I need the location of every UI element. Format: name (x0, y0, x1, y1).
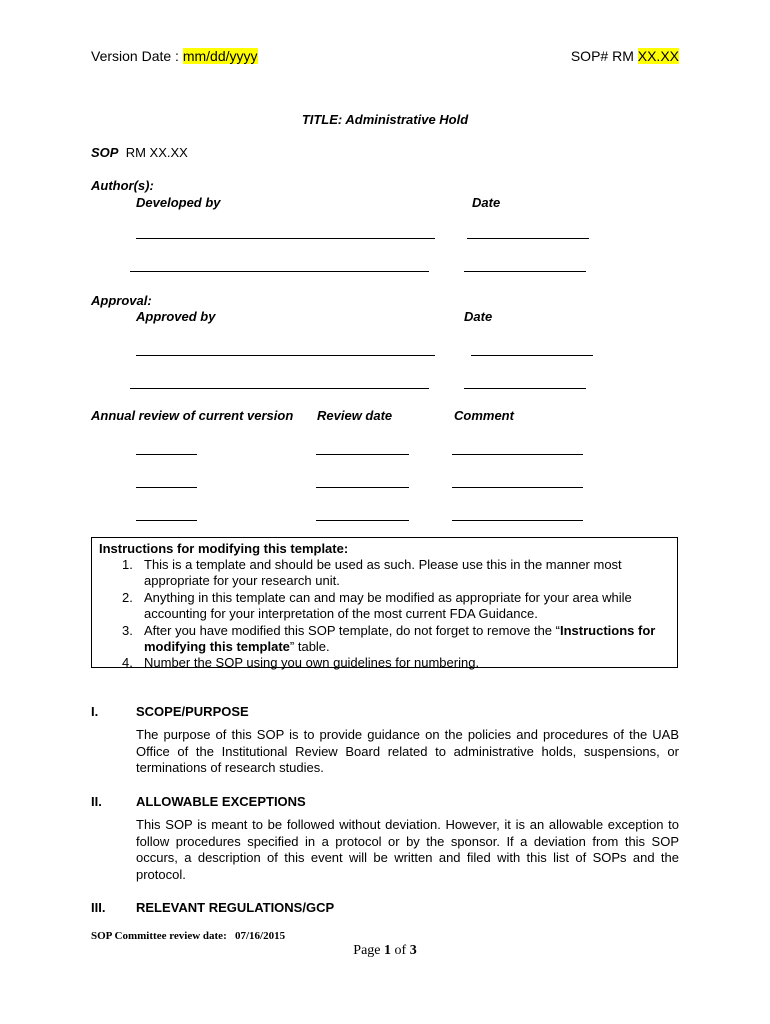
page-title: TITLE: Administrative Hold (301, 112, 469, 127)
section-heading-exceptions: ALLOWABLE EXCEPTIONS (136, 794, 306, 809)
review-date-line-1[interactable] (316, 454, 409, 455)
approval-heading: Approval: (91, 293, 152, 308)
sop-line (91, 145, 188, 160)
approver-signature-line-2[interactable] (130, 388, 429, 389)
sop-number-value: XX.XX (637, 48, 679, 64)
approver-date-line-1[interactable] (471, 355, 593, 356)
instruction-number: 4. (122, 655, 133, 671)
developed-by-label: Developed by (136, 195, 221, 210)
committee-review-label: SOP Committee review date: (91, 930, 227, 942)
approved-by-label: Approved by (136, 309, 216, 324)
instruction-number: 2. (122, 589, 133, 605)
sop-number (571, 48, 679, 64)
author-date-line-2[interactable] (464, 271, 586, 272)
review-date-heading: Review date (317, 408, 393, 423)
authors-heading: Author(s): (91, 178, 154, 193)
approval-date-label: Date (464, 309, 493, 324)
annual-review-heading: Annual review of current version (91, 408, 294, 423)
review-date-line-3[interactable] (316, 520, 409, 521)
instruction-number: 3. (122, 622, 133, 638)
sop-line-value: RM XX.XX (125, 145, 188, 160)
author-date-line-1[interactable] (467, 238, 589, 239)
author-signature-line-2[interactable] (130, 271, 429, 272)
authors-date-label: Date (472, 195, 501, 210)
author-signature-line-1[interactable] (136, 238, 435, 239)
page-total: 3 (409, 943, 417, 958)
section-body-scope: The purpose of this SOP is to provide guidance on the policies and procedures of the UAB Office of the Institutional Review Board related to administrative holds, suspensions, or terminations of research studies. (136, 727, 679, 775)
approver-signature-line-1[interactable] (136, 355, 435, 356)
instruction-text-pre: After you have modified this SOP template, do not forget to remove the “ (144, 622, 560, 638)
page-number (0, 943, 770, 959)
version-date-value: mm/dd/yyyy (182, 48, 258, 64)
sop-number-label: SOP# RM (570, 48, 638, 64)
review-comment-line-1[interactable] (452, 454, 583, 455)
instruction-text-bold: Instructions for modifying this template (144, 622, 656, 655)
review-initial-line-1[interactable] (136, 454, 197, 455)
instruction-item (118, 590, 666, 623)
section-number-3: III. (91, 900, 106, 915)
instructions-list (118, 557, 666, 672)
review-date-line-2[interactable] (316, 487, 409, 488)
instruction-text: Anything in this template can and may be modified as appropriate for your area while accounting for your interpretation of the most current FDA Guidance. (144, 589, 632, 622)
review-initial-line-3[interactable] (136, 520, 197, 521)
review-comment-line-2[interactable] (452, 487, 583, 488)
comment-heading: Comment (454, 408, 514, 423)
section-body-exceptions: This SOP is meant to be followed without deviation. However, it is an allowable exception to follow procedures specified in a protocol or by the sponsor. If a deviation from this SOP occurs, a description of this event will be written and filed with this list of SOPs and the protocol. (136, 817, 679, 882)
instructions-box (91, 537, 678, 671)
committee-review (91, 930, 285, 942)
instruction-text: This is a template and should be used as such. Please use this in the manner most appropriate for your research unit. (144, 557, 622, 589)
instruction-text: Number the SOP using you own guidelines for numbering. (144, 655, 480, 671)
page-current: 1 (384, 943, 392, 958)
instructions-title: Instructions for modifying this template: (99, 541, 349, 556)
section-heading-scope: SCOPE/PURPOSE (136, 704, 249, 719)
sop-line-label: SOP (91, 145, 119, 160)
section-number-2: II. (91, 794, 102, 809)
page-of-word: of (394, 943, 407, 958)
page-word: Page (353, 943, 381, 958)
instruction-text-post: ” table. (289, 639, 330, 655)
instruction-number: 1. (122, 557, 133, 572)
review-initial-line-2[interactable] (136, 487, 197, 488)
review-comment-line-3[interactable] (452, 520, 583, 521)
approver-date-line-2[interactable] (464, 388, 586, 389)
version-date-label: Version Date : (91, 48, 183, 64)
instruction-item (118, 655, 666, 671)
section-heading-regulations: RELEVANT REGULATIONS/GCP (136, 900, 335, 915)
committee-review-date: 07/16/2015 (234, 930, 286, 942)
instruction-item (118, 557, 666, 590)
version-date (91, 48, 258, 64)
instruction-item (118, 623, 666, 656)
section-number-1: I. (91, 704, 99, 719)
